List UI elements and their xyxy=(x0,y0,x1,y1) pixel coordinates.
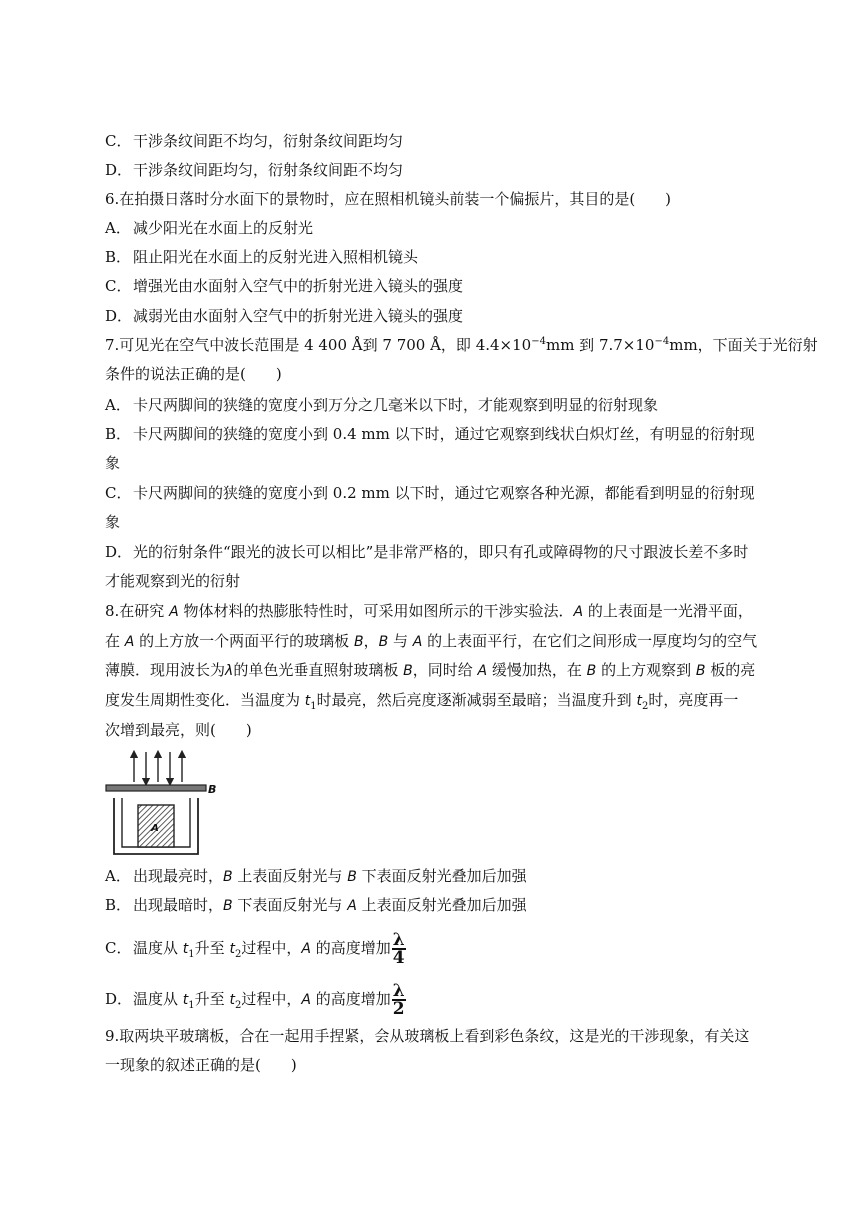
option-6d: D．减弱光由水面射入空气中的折射光进入镜头的强度 xyxy=(105,307,464,325)
option-7c: C． 卡尺两脚间的狭缝的宽度小到 0.2 mm 以下时，通过它观察各种光源，都能看到明显的衍射现 xyxy=(105,484,755,502)
option-8d: D．温度从 $t_1$升至 $t_2$过程中，A 的高度增加 $\frac{\lambda}{2}$ xyxy=(105,981,405,1019)
option-7d: D．光的衍射条件“跟光的波长可以相比”是非常严格的，即只有孔或障碍物的尺寸跟波长差不多时 xyxy=(105,543,749,561)
question-8-line-3: 薄膜．现用波长为λ的单色光垂直照射玻璃板 B，同时给 A 缓慢加热，在 B 的上方观察到 B 板的亮 xyxy=(105,661,756,679)
option-5d: D．干涉条纹间距均匀，衍射条纹间距不均匀 xyxy=(105,161,404,179)
option-6c: C． 增强光由水面射入空气中的折射光进入镜头的强度 xyxy=(105,277,464,295)
fraction-lambda-over-2: $\frac{\lambda}{2}$ xyxy=(392,981,405,1019)
fraction-lambda-over-4: $\frac{\lambda}{4}$ xyxy=(392,930,405,968)
label-b: B xyxy=(208,783,217,796)
label-a: A xyxy=(151,823,159,834)
interference-apparatus-figure xyxy=(100,750,230,860)
question-9-line-2: 一现象的叙述正确的是( ) xyxy=(105,1056,297,1074)
question-8-line-4: 度发生周期性变化．当温度为 $t_1$时最亮，然后亮度逐渐减弱至最暗；当温度升到 $t_2$时，亮度再一 xyxy=(105,691,739,712)
option-7a: A． 卡尺两脚间的狭缝的宽度小到万分之几毫米以下时，才能观察到明显的衍射现象 xyxy=(105,396,659,414)
option-8c: C． 温度从 $t_1$升至 $t_2$过程中，A 的高度增加 $\frac{\lambda}{4}$ xyxy=(105,930,405,968)
option-7b-cont: 象 xyxy=(105,454,121,472)
question-8-line-1: 8.在研究 A 物体材料的热膨胀特性时，可采用如图所示的干涉实验法．A 的上表面是一光滑平面， xyxy=(105,602,753,620)
option-7c-cont: 象 xyxy=(105,513,121,531)
question-9-line-1: 9.取两块平玻璃板，合在一起用手捏紧，会从玻璃板上看到彩色条纹，这是光的干涉现象，有关这 xyxy=(105,1027,750,1045)
option-6a: A． 减少阳光在水面上的反射光 xyxy=(105,219,314,237)
option-8b: B． 出现最暗时，B 下表面反射光与 A 上表面反射光叠加后加强 xyxy=(105,896,527,914)
question-8-line-5: 次增到最亮，则( ) xyxy=(105,721,252,739)
question-6: 6.在拍摄日落时分水面下的景物时，应在照相机镜头前装一个偏振片，其目的是( ) xyxy=(105,190,672,208)
option-7b: B． 卡尺两脚间的狭缝的宽度小到 0.4 mm 以下时，通过它观察到线状白炽灯丝，有明显的衍射现 xyxy=(105,425,755,443)
question-7-line-2: 条件的说法正确的是( ) xyxy=(105,365,282,383)
question-7-line-1: 7.可见光在空气中波长范围是 4 400 Å到 7 700 Å，即 $4.4\times 10^{-4}mm$ 到 $7.7\times 10^{-4}mm$，下面关于光衍射 xyxy=(105,336,818,354)
option-6b: B． 阻止阳光在水面上的反射光进入照相机镜头 xyxy=(105,248,419,266)
question-8-line-2: 在 A 的上方放一个两面平行的玻璃板 B，B 与 A 的上表面平行，在它们之间形成一厚度均匀的空气 xyxy=(105,632,758,650)
glass-plate-b xyxy=(106,785,206,791)
option-7d-cont: 才能观察到光的衍射 xyxy=(105,572,241,590)
option-5c: C． 干涉条纹间距不均匀，衍射条纹间距均匀 xyxy=(105,132,404,150)
option-8a: A． 出现最亮时，B 上表面反射光与 B 下表面反射光叠加后加强 xyxy=(105,867,527,885)
light-rays xyxy=(134,752,182,782)
